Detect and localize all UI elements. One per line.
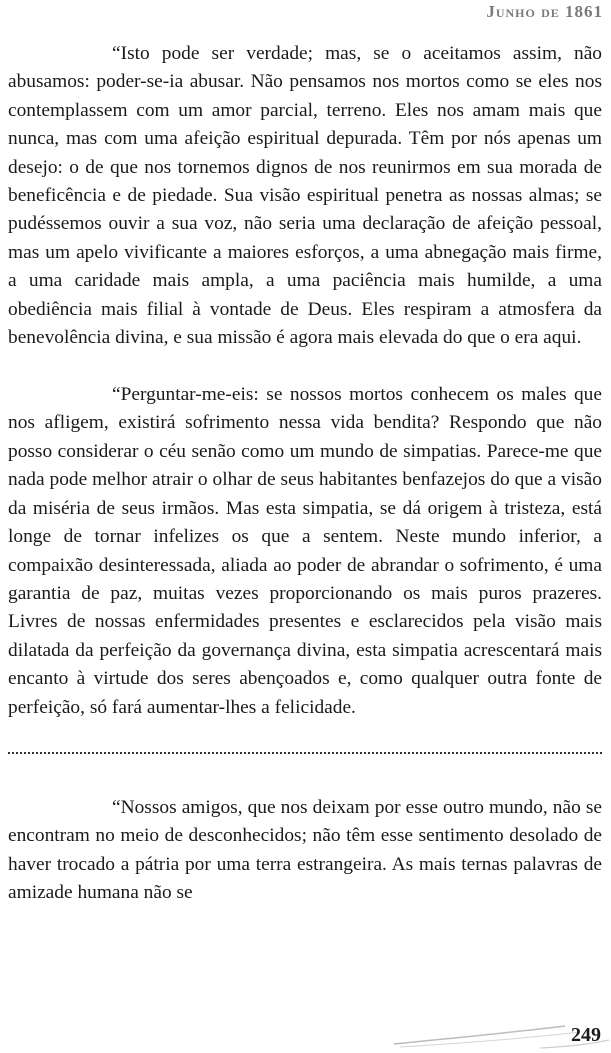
running-header: Junho de 1861 — [486, 2, 603, 21]
paragraph-1: “Isto pode ser verdade; mas, se o aceitamos assim, não abusamos: poder-se-ia abusar. Não pensamos nos mortos como se eles nos contemplassem com um amor parcial, terreno. Eles nos amam mais que nunca, mas com uma afeição espiritual depurada. Têm por nós apenas um desejo: o de que nos tornemos dignos de nos reunirmos em sua morada de beneficência e de piedade. Sua visão espiritual penetra as nossas almas; se pudéssemos ouvir a sua voz, não seria uma declaração de afeição pessoal, mas um apelo vivificante a maiores esforços, a uma abnegação mais firme, a uma caridade mais ampla, a uma paciência mais humilde, a uma obediência mais filial à vontade de Deus. Eles respiram a atmosfera da benevolência divina, e sua missão é agora mais elevada do que o era aqui. — [8, 43, 602, 349]
dotted-divider — [8, 752, 602, 756]
page-footer — [0, 1010, 611, 1053]
paragraph-2: “Perguntar-me-eis: se nossos mortos conhecem os males que nos afligem, existirá sofrimento nessa vida bendita? Respondo que não posso considerar o céu senão como um mundo de simpatias. Parece-me que nada pode melhor atrair o olhar de seus habitantes benfazejos do que a visão da miséria de seus irmãos. Mas esta simpatia, se dá origem à tristeza, está longe de tornar infelizes os que a sentem. Neste mundo inferior, a compaixão desinteressada, aliada ao poder de abrandar o sofrimento, é uma garantia de paz, muitas vezes proporcionando os mais puros prazeres. Livres de nossas enfermidades presentes e esclarecidos pela visão mais dilatada da perfeição da governança divina, esta simpatia acrescentará mais encanto à virtude dos seres abençoados e, como qualquer outra fonte de perfeição, só fará aumentar-lhes a felicidade. — [8, 384, 602, 718]
paragraph-3: “Nossos amigos, que nos deixam por esse outro mundo, não se encontram no meio de desconhecidos; não têm esse sentimento desolado de haver trocado a pátria por uma terra estrangeira. As mais ternas palavras de amizade humana não se — [8, 796, 602, 904]
page-number: 249 — [571, 1024, 601, 1046]
page-body — [8, 40, 602, 908]
